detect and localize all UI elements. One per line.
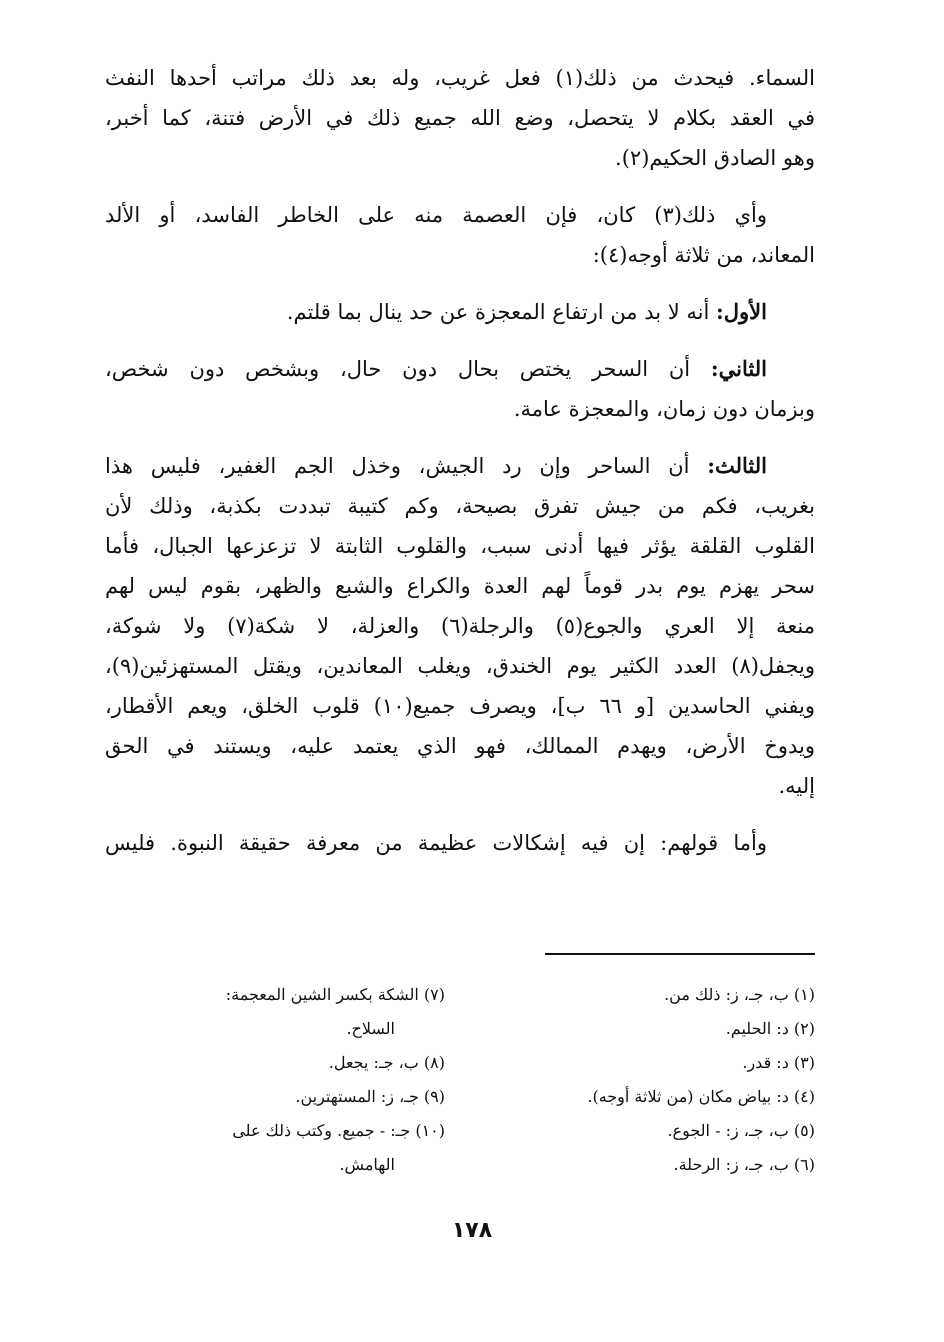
text-line: القلوب القلقة يؤثر فيها أدنى سبب، والقلوب الثابتة لا تزعزعها الجبال، فأما [105, 534, 815, 558]
footnote-continuation: السلاح. [346, 1019, 395, 1038]
footnote: (٥) ب، جـ، ز: - الجوع. [667, 1121, 815, 1140]
footnote: (٨) ب، جـ: يجعل. [328, 1053, 445, 1072]
text-line: سحر يهزم يوم بدر قوماً لهم العدة والكراع والشبع والظهر، بقوم ليس لهم [105, 574, 815, 598]
paragraph-lead: الأول: [716, 299, 767, 324]
footnote: (٣) د: قدر. [742, 1053, 815, 1072]
text-line: بغريب، فكم من جيش تفرق بصيحة، وكم كتيبة تبددت بكذبة، وذلك لأن [105, 494, 815, 518]
text-line: ويجفل(٨) العدد الكثير يوم الخندق، ويغلب المعاندين، ويقتل المستهزئين(٩)، [105, 654, 815, 678]
text-line: وأما قولهم: إن فيه إشكالات عظيمة من معرفة حقيقة النبوة. فليس [105, 831, 767, 855]
text-line: ويفني الحاسدين [و ٦٦ ب]، ويصرف جميع(١٠) قلوب الخلق، ويعم الأقطار، [105, 694, 815, 718]
text-line: منعة إلا العري والجوع(٥) والرجلة(٦) والعزلة، لا شكة(٧) ولا شوكة، [105, 614, 815, 638]
footnote: (٩) جـ، ز: المستهترين. [295, 1087, 445, 1106]
page-number: ١٧٨ [451, 1218, 493, 1243]
text-line: ويدوخ الأرض، ويهدم الممالك، فهو الذي يعتمد عليه، ويستند في الحق [105, 734, 815, 758]
paragraph-second [105, 349, 815, 389]
footnote: (٧) الشكة بكسر الشين المعجمة: [225, 985, 445, 1004]
footnote: (٢) د: الحليم. [725, 1019, 815, 1038]
main-text [105, 58, 815, 863]
footnote: (٦) ب، جـ، ز: الرحلة. [673, 1155, 815, 1174]
paragraph-third [105, 446, 815, 486]
text-line: المعاند، من ثلاثة أوجه(٤): [592, 243, 815, 267]
paragraph-lead: الثالث: [707, 453, 767, 478]
paragraph-text: أن السحر يختص بحال دون حال، وبشخص دون شخص، [105, 357, 711, 381]
footnote-continuation: الهامش. [339, 1155, 395, 1174]
footnote: (٤) د: بياض مكان (من ثلاثة أوجه). [587, 1087, 815, 1106]
footnotes-right-column [470, 978, 815, 1182]
text-line: وهو الصادق الحكيم(٢). [615, 146, 815, 170]
text-line: في العقد بكلام لا يتحصل، وضع الله جميع ذلك في الأرض فتنة، كما أخبر، [105, 106, 815, 130]
footnote-separator [545, 953, 815, 955]
text-line: وبزمان دون زمان، والمعجزة عامة. [513, 397, 815, 421]
paragraph-first [105, 292, 815, 332]
text-line: وأي ذلك(٣) كان، فإن العصمة منه على الخاطر الفاسد، أو الألد [105, 203, 767, 227]
text-line: السماء. فيحدث من ذلك(١) فعل غريب، وله بعد ذلك مراتب أحدها النفث [105, 66, 815, 90]
footnotes-left-column [105, 978, 445, 1182]
text-line: إليه. [778, 774, 815, 798]
paragraph-lead: الثاني: [710, 356, 767, 381]
paragraph-text: أن الساحر وإن رد الجيش، وخذل الجم الغفير، فليس هذا [105, 454, 708, 478]
footnote: (١٠) جـ: - جميع. وكتب ذلك على [232, 1121, 445, 1140]
paragraph-text: أنه لا بد من ارتفاع المعجزة عن حد ينال بما قلتم. [286, 300, 717, 324]
footnote: (١) ب، جـ، ز: ذلك من. [664, 985, 815, 1004]
